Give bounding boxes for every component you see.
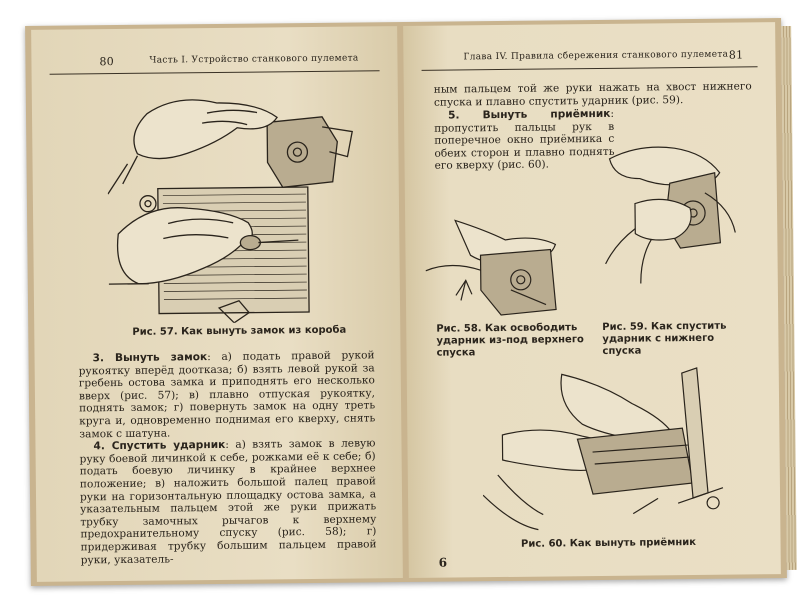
- left-page-header: [49, 52, 379, 71]
- left-page: [31, 26, 403, 582]
- paragraph-4: [79, 437, 376, 566]
- right-page: [403, 22, 781, 578]
- figure-59-illustration: [594, 133, 741, 285]
- paragraph-3: [79, 349, 376, 440]
- running-head: Часть I. Устройство станкового пулемета: [149, 53, 359, 66]
- figure-57-illustration: [107, 81, 369, 324]
- header-rule: [50, 70, 380, 74]
- paragraph-5-heading: 5. Вынуть приёмник: [447, 107, 611, 122]
- left-body-text: [79, 349, 377, 566]
- open-book: [25, 18, 787, 586]
- figure-60-illustration: [482, 363, 739, 536]
- page-number: 81: [728, 48, 744, 62]
- page-edges: [781, 26, 797, 570]
- page-number: 80: [99, 55, 115, 69]
- figure-59-caption: Рис. 59. Как спустить ударник с нижнего спуска: [602, 320, 727, 357]
- header-rule: [422, 66, 758, 71]
- figure-60-caption: Рис. 60. Как вынуть приёмник: [520, 536, 697, 550]
- paragraph-3-text: : а) подать правой рукой рукоятку вперёд доотказа; б) взять левой рукой за гребень остова замка и приподнять его несколько вверх (рис. 57); в) плавно отпуская рукоятку, поднять замок; г) повернуть замок на одну треть круга и, одновременно поднимая его кверху, снять замок с шатуна.: [78, 349, 376, 440]
- paragraph-5: [434, 108, 615, 173]
- right-intro-text: [434, 80, 752, 109]
- figure-58-illustration: [425, 209, 591, 321]
- paragraph-5-text: : пропустить пальцы рук в поперечное окно приёмника с обеих сторон и плавно поднять его кверху (рис. 60).: [434, 107, 615, 173]
- figure-57-caption: Рис. 57. Как вынуть замок из короба: [132, 324, 347, 338]
- running-head: Глава IV. Правила сбережения станкового пулемета: [463, 49, 729, 63]
- paragraph-3-heading: 3. Вынуть замок: [92, 351, 208, 365]
- right-page-header: [421, 48, 757, 68]
- signature-mark: 6: [438, 555, 448, 570]
- paragraph-4-heading: 4. Спустить ударник: [93, 439, 226, 453]
- figure-58-caption: Рис. 58. Как освободить ударник из-под верхнего спуска: [436, 322, 584, 359]
- paragraph-4-text: : а) взять замок в левую руку боевой личинкой к себе, рожками её к себе; б) подать боевую личинку в крайнее верхнее положение; в) наложить большой палец правой руки на горизонтальную площадку остова замка, а указательным пальцем этой же руки прижать трубку замочных рычагов к верхнему предохранительному спуску (рис. 58); г) придерживая трубку большим пальцем правой руки, указатель-: [79, 437, 377, 566]
- intro-paragraph: ным пальцем той же руки нажать на хвост нижнего спуска и плавно спустить ударник (рис. 59).: [433, 80, 752, 109]
